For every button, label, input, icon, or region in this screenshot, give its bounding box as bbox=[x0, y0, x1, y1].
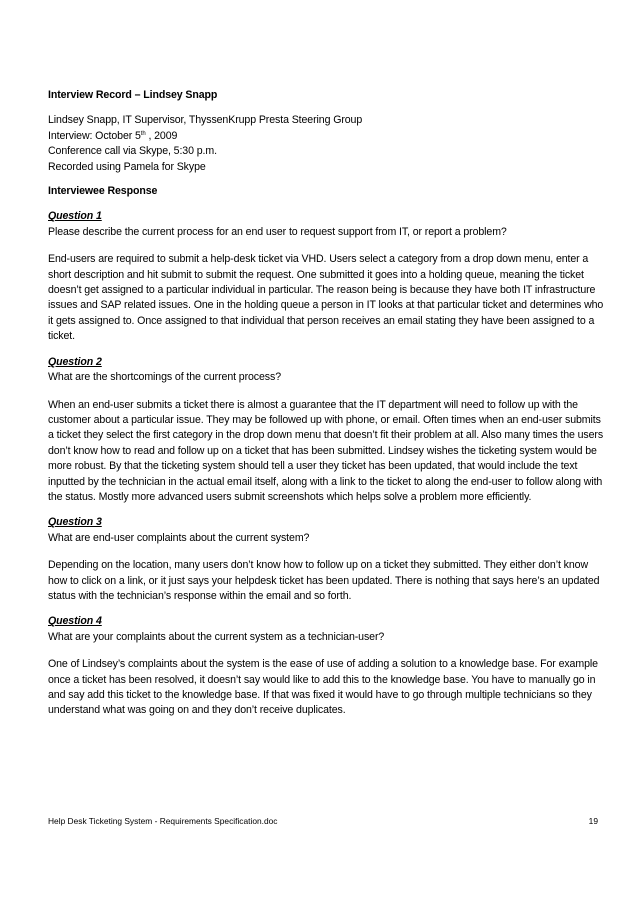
conference-call-line: Conference call via Skype, 5:30 p.m. bbox=[48, 145, 217, 158]
document-title: Interview Record – Lindsey Snapp bbox=[48, 89, 218, 101]
document-body bbox=[48, 88, 604, 719]
answer-text: One of Lindsey’s complaints about the system is the ease of use of adding a solution to a knowledge base. For example once a ticket has been resolved, it doesn’t say would like to add this to the knowledge base. You have to manually go in and say add this ticket to the knowledge base. If that was fixed it would have to go through multiple technicians so they understand what was going on and they don’t receive duplicates. bbox=[48, 658, 598, 717]
question-text: What are your complaints about the current system as a technician-user? bbox=[48, 630, 385, 643]
interview-date-suffix-sup: th bbox=[140, 130, 146, 137]
question-block-2 bbox=[48, 355, 604, 506]
question-label: Question 3 bbox=[48, 516, 102, 529]
answer-text: Depending on the location, many users don’t know how to follow up on a ticket they submitted. They either don’t know how to click on a link, or it just says your helpdesk ticket has been updated. There is nothing that says here’s an updated status with the technician’s response within the email and so forth. bbox=[48, 559, 600, 602]
interview-info bbox=[48, 113, 604, 175]
question-label: Question 2 bbox=[48, 355, 102, 368]
page-footer bbox=[48, 816, 598, 826]
question-block-3 bbox=[48, 515, 604, 604]
answer-text: When an end-user submits a ticket there is almost a guarantee that the IT department will need to follow up with the customer about a particular issue. They may be followed up with phone, or email. Often times when an end-user submits a ticket they select the first category in the drop down menu that doesn’t fit their problem at all. Also many times the users don’t know how to read and follow up on a ticket that has been submitted. Lindsey wishes the ticketing system would be more robust. By that the ticketing system should tell a user they ticket has been updated, that would include the text inputted by the technician in the actual email itself, along with a link to the ticket to along the end-user to follow along with the status. Mostly more advanced users submit screenshots which helps solve a problem more efficiently. bbox=[48, 398, 604, 503]
recording-line: Recorded using Pamela for Skype bbox=[48, 160, 206, 173]
interview-date-prefix: Interview: October 5 bbox=[48, 129, 141, 142]
interviewee-line: Lindsey Snapp, IT Supervisor, ThyssenKrupp Presta Steering Group bbox=[48, 114, 363, 127]
section-heading: Interviewee Response bbox=[48, 185, 158, 198]
interview-date-year: , 2009 bbox=[145, 129, 178, 142]
question-block-1 bbox=[48, 209, 604, 344]
question-label: Question 4 bbox=[48, 615, 102, 628]
interview-date-line bbox=[48, 129, 604, 144]
question-text: What are the shortcomings of the current process? bbox=[48, 371, 281, 384]
answer-text: End-users are required to submit a help-desk ticket via VHD. Users select a category from a drop down menu, enter a short description and hit submit to submit the request. One submitted it goes into a holding queue, meaning the ticket doesn’t get assigned to a particular individual in particular. The reason being is because they have both IT infrastructure issues and SAP related issues. One in the holding queue a person in IT looks at that particular ticket and determines who it gets assigned to. Once assigned to that individual that person receives an email stating they have been assigned to a ticket. bbox=[48, 253, 604, 343]
footer-filename: Help Desk Ticketing System - Requirements Specification.doc bbox=[48, 816, 278, 826]
question-text: What are end-user complaints about the current system? bbox=[48, 531, 310, 544]
question-block-4 bbox=[48, 614, 604, 718]
question-label: Question 1 bbox=[48, 210, 102, 223]
question-text: Please describe the current process for an end user to request support from IT, or report a problem? bbox=[48, 225, 507, 238]
page-number: 19 bbox=[588, 816, 598, 826]
